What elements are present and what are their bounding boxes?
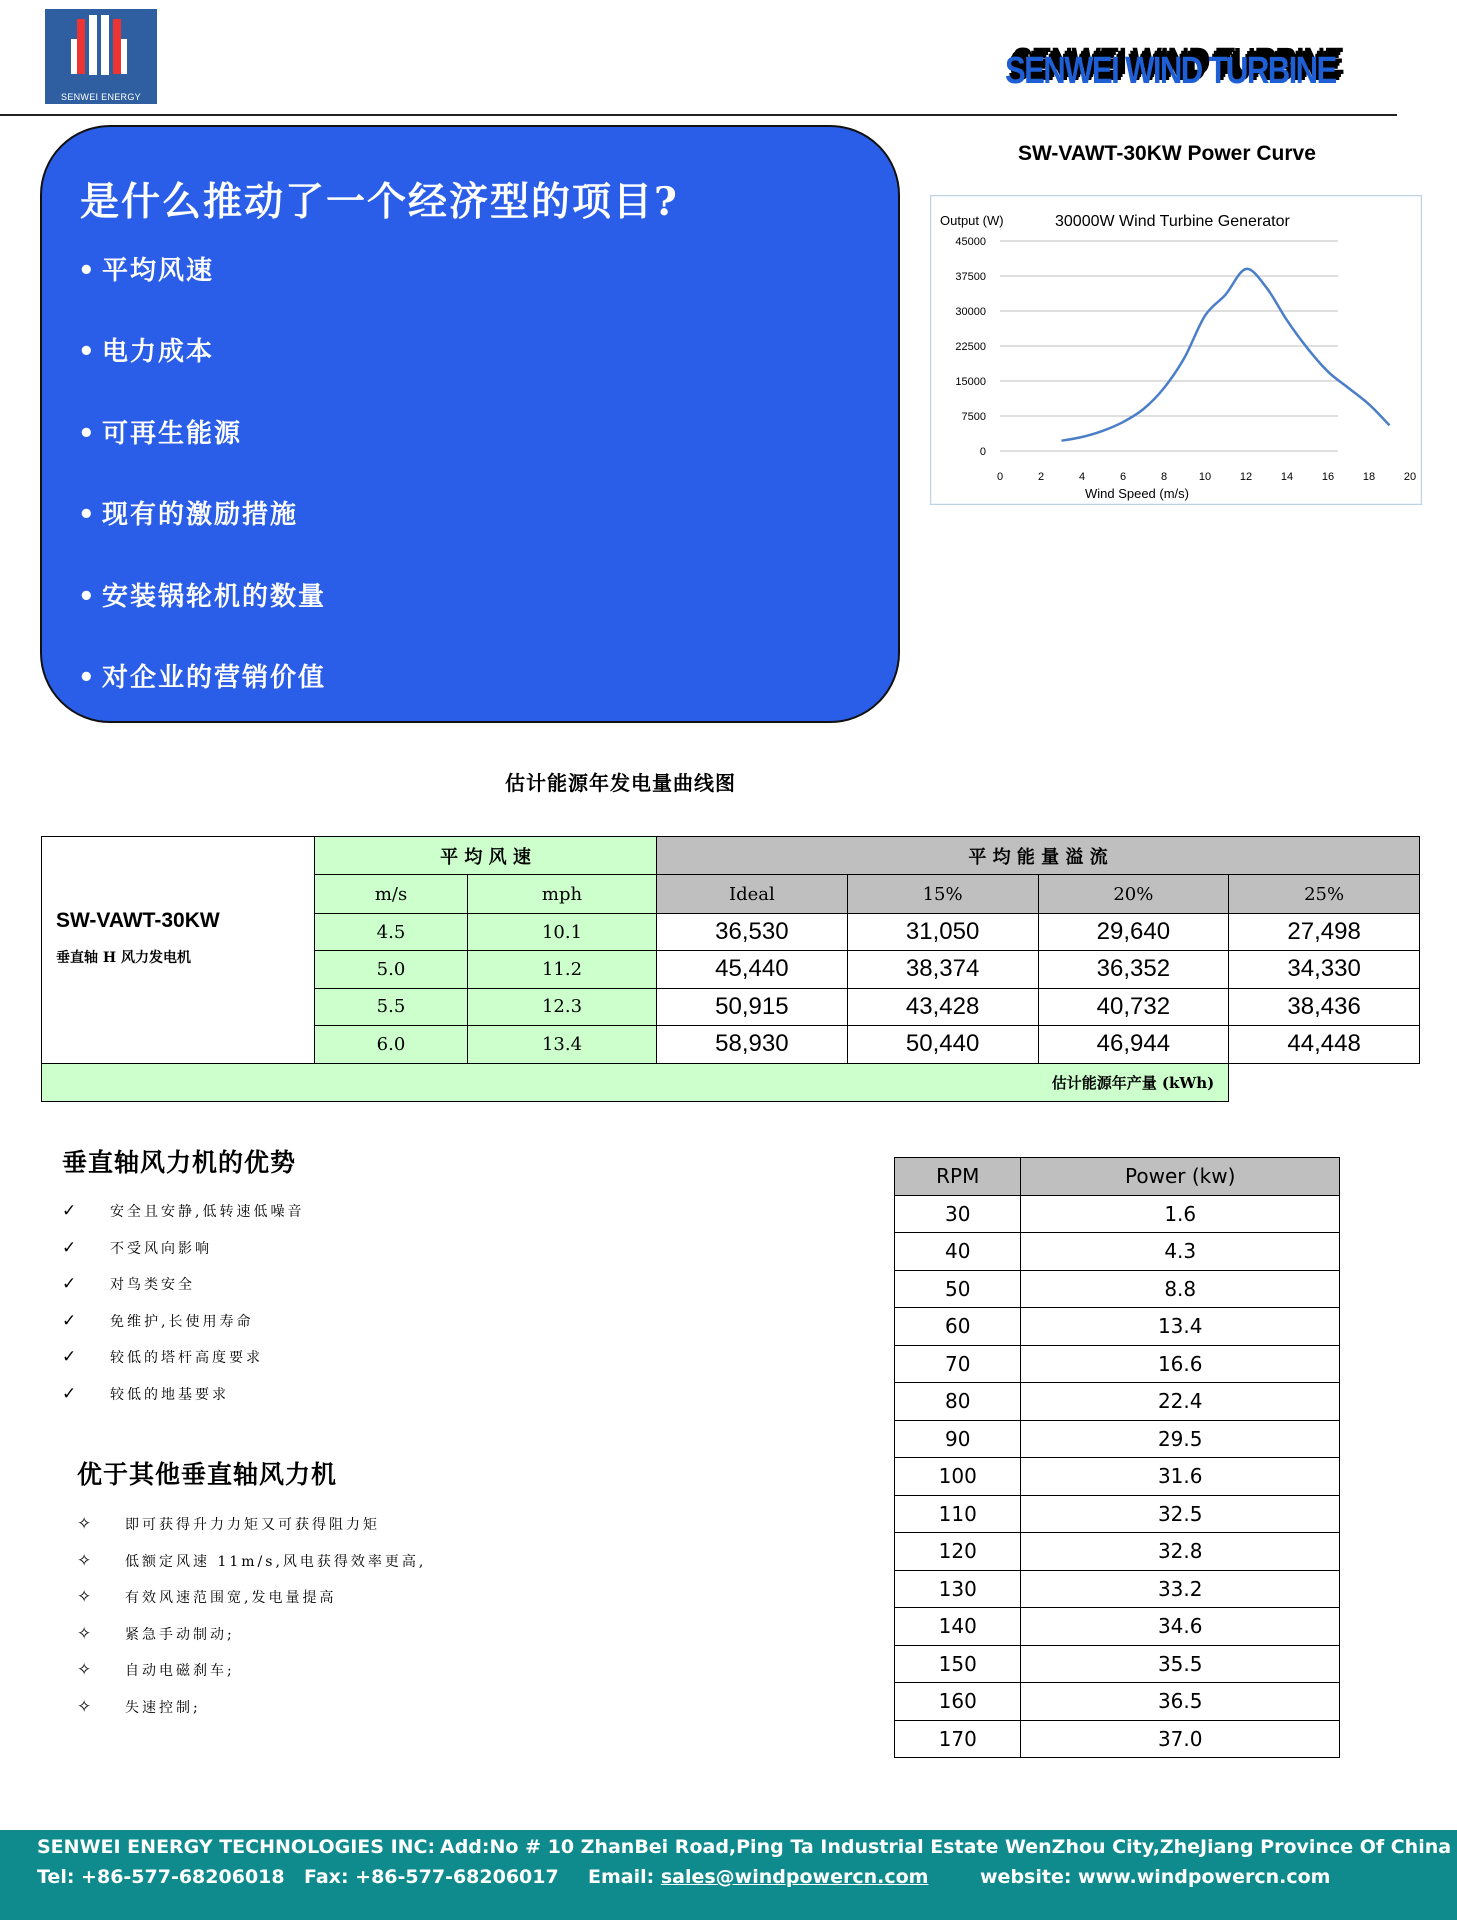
intro-bullet: • 对企业的营销价值 <box>78 663 327 693</box>
table-cell: 58,930 <box>657 1026 848 1063</box>
table-cell: 32.5 <box>1021 1495 1340 1533</box>
table-row <box>895 1270 1340 1308</box>
table-row <box>895 1608 1340 1646</box>
logo-building-icon <box>45 9 157 89</box>
table-cell: 29.5 <box>1021 1420 1340 1458</box>
better-item: ✧ 紧急手动制动; <box>77 1624 235 1644</box>
table-cell: 34.6 <box>1021 1608 1340 1646</box>
table-cell: 10.1 <box>468 913 657 950</box>
star-bullet-icon: ✧ <box>77 1697 95 1717</box>
model-subtitle: 垂直轴 H 风力发电机 <box>56 950 191 966</box>
table-cell: 36,530 <box>657 913 848 950</box>
table-cell: 36.5 <box>1021 1683 1340 1721</box>
model-name: SW-VAWT-30KW <box>56 909 220 932</box>
table-row <box>895 1683 1340 1721</box>
table-cell: 100 <box>895 1458 1021 1496</box>
column-header: 15% <box>847 875 1038 913</box>
table-cell: 38,374 <box>847 951 1038 988</box>
y-tick-label: 22500 <box>955 341 986 353</box>
table-cell: 31,050 <box>847 913 1038 950</box>
brand-wordmark: SENWEI WIND TURBINE <box>1005 50 1336 92</box>
table-cell: 13.4 <box>468 1026 657 1063</box>
email-link[interactable]: sales@windpowercn.com <box>660 1866 929 1888</box>
column-header: Ideal <box>657 875 848 913</box>
table-cell: 150 <box>895 1645 1021 1683</box>
y-tick-label: 30000 <box>955 306 986 318</box>
table-cell: 27,498 <box>1229 913 1420 950</box>
energy-footnote: 估计能源年产量 (kWh) <box>42 1063 1229 1101</box>
x-tick-label: 6 <box>1119 471 1127 483</box>
advantage-item: ✓ 较低的塔杆高度要求 <box>62 1347 263 1367</box>
column-header: RPM <box>895 1158 1021 1196</box>
table-cell: 43,428 <box>847 988 1038 1025</box>
table-cell: 80 <box>895 1383 1021 1421</box>
table-cell: 37.0 <box>1021 1720 1340 1758</box>
table-cell: 1.6 <box>1021 1195 1340 1233</box>
table-row <box>895 1195 1340 1233</box>
table-cell: 30 <box>895 1195 1021 1233</box>
table-header-row <box>895 1158 1340 1196</box>
x-tick-label: 20 <box>1403 471 1417 483</box>
table-cell: 8.8 <box>1021 1270 1340 1308</box>
y-tick-label: 15000 <box>955 376 986 388</box>
better-item: ✧ 低额定风速 11m/s,风电获得效率更高, <box>77 1551 427 1571</box>
table-cell: 44,448 <box>1229 1026 1420 1063</box>
column-header: 25% <box>1229 875 1420 913</box>
star-bullet-icon: ✧ <box>77 1514 95 1534</box>
table-row <box>895 1345 1340 1383</box>
table-cell: 50 <box>895 1270 1021 1308</box>
table-cell: 60 <box>895 1308 1021 1346</box>
table-cell: 6.0 <box>315 1026 468 1063</box>
table-cell: 12.3 <box>468 988 657 1025</box>
column-header: 20% <box>1038 875 1229 913</box>
table-cell: 90 <box>895 1420 1021 1458</box>
x-tick-label: 2 <box>1037 471 1045 483</box>
footer-address: Add:No # 10 ZhanBei Road,Ping Ta Industrial Estate WenZhou City,ZheJiang Province Of China <box>440 1836 1452 1858</box>
avg-wind-header: 平 均 风 速 <box>315 837 657 875</box>
column-header: m/s <box>315 875 468 913</box>
intro-title: 是什么推动了一个经济型的项目? <box>80 179 679 225</box>
check-icon: ✓ <box>62 1384 80 1404</box>
table-cell: 140 <box>895 1608 1021 1646</box>
better-title: 优于其他垂直轴风力机 <box>77 1460 338 1489</box>
table-cell: 29,640 <box>1038 913 1229 950</box>
star-bullet-icon: ✧ <box>77 1587 95 1607</box>
avg-energy-header: 平 均 能 量 溢 流 <box>657 837 1420 875</box>
x-tick-label: 14 <box>1280 471 1294 483</box>
advantage-item: ✓ 免维护,长使用寿命 <box>62 1311 254 1331</box>
star-bullet-icon: ✧ <box>77 1624 95 1644</box>
table-cell: 22.4 <box>1021 1383 1340 1421</box>
x-tick-label: 0 <box>996 471 1004 483</box>
y-tick-label: 7500 <box>961 411 986 423</box>
table-row <box>895 1570 1340 1608</box>
table-cell: 33.2 <box>1021 1570 1340 1608</box>
table-cell: 130 <box>895 1570 1021 1608</box>
table-cell: 4.3 <box>1021 1233 1340 1271</box>
table-cell: 13.4 <box>1021 1308 1340 1346</box>
table-row <box>895 1308 1340 1346</box>
x-tick-label: 4 <box>1078 471 1086 483</box>
intro-bullet: • 安装锅轮机的数量 <box>78 582 327 612</box>
table-cell: 170 <box>895 1720 1021 1758</box>
footer-company: SENWEI ENERGY TECHNOLOGIES INC: <box>37 1836 436 1858</box>
table-row <box>895 1420 1340 1458</box>
table-cell: 120 <box>895 1533 1021 1571</box>
y-axis-label: Output (W) <box>940 213 1004 228</box>
x-tick-label: 16 <box>1321 471 1335 483</box>
table-cell: 50,440 <box>847 1026 1038 1063</box>
star-bullet-icon: ✧ <box>77 1551 95 1571</box>
table-cell: 34,330 <box>1229 951 1420 988</box>
footer-fax: Fax: +86-577-68206017 <box>304 1866 559 1888</box>
table-row <box>895 1495 1340 1533</box>
intro-bullet: • 可再生能源 <box>78 419 243 449</box>
table-cell: 40,732 <box>1038 988 1229 1025</box>
company-logo <box>45 9 157 104</box>
check-icon: ✓ <box>62 1347 80 1367</box>
table-row <box>895 1720 1340 1758</box>
chart-title: 30000W Wind Turbine Generator <box>1055 213 1290 230</box>
table-cell: 160 <box>895 1683 1021 1721</box>
logo-label: SENWEI ENERGY <box>61 92 141 102</box>
table-cell: 46,944 <box>1038 1026 1229 1063</box>
footer-bar <box>0 1830 1457 1920</box>
table-cell: 11.2 <box>468 951 657 988</box>
check-icon: ✓ <box>62 1238 80 1258</box>
table-cell: 38,436 <box>1229 988 1420 1025</box>
rpm-power-table <box>894 1157 1340 1758</box>
table-row <box>895 1645 1340 1683</box>
x-tick-label: 8 <box>1160 471 1168 483</box>
y-tick-label: 37500 <box>955 271 986 283</box>
table-cell: 110 <box>895 1495 1021 1533</box>
table-cell: 70 <box>895 1345 1021 1383</box>
energy-table-title: 估计能源年发电量曲线图 <box>505 771 736 795</box>
header-divider <box>0 114 1397 116</box>
table-cell: 35.5 <box>1021 1645 1340 1683</box>
x-axis-label: Wind Speed (m/s) <box>1084 486 1190 501</box>
table-cell: 5.0 <box>315 951 468 988</box>
table-row <box>895 1233 1340 1271</box>
x-tick-label: 18 <box>1362 471 1376 483</box>
advantage-item: ✓ 安全且安静,低转速低噪音 <box>62 1201 305 1221</box>
power-curve-chart <box>930 195 1422 505</box>
table-row <box>895 1383 1340 1421</box>
x-tick-label: 12 <box>1239 471 1253 483</box>
table-cell: 32.8 <box>1021 1533 1340 1571</box>
table-cell: 5.5 <box>315 988 468 1025</box>
star-bullet-icon: ✧ <box>77 1660 95 1680</box>
check-icon: ✓ <box>62 1274 80 1294</box>
table-cell: 16.6 <box>1021 1345 1340 1383</box>
model-cell <box>42 837 315 1064</box>
table-row <box>895 1458 1340 1496</box>
better-item: ✧ 失速控制; <box>77 1697 201 1717</box>
advantage-item: ✓ 不受风向影响 <box>62 1238 212 1258</box>
table-cell: 4.5 <box>315 913 468 950</box>
table-cell: 36,352 <box>1038 951 1229 988</box>
chart-frame <box>931 196 1422 505</box>
better-item: ✧ 自动电磁刹车; <box>77 1660 235 1680</box>
column-header: Power (kw) <box>1021 1158 1340 1196</box>
table-cell: 31.6 <box>1021 1458 1340 1496</box>
intro-bullet: • 电力成本 <box>78 337 215 367</box>
intro-bullet: • 现有的激励措施 <box>78 500 299 530</box>
table-cell: 40 <box>895 1233 1021 1271</box>
table-cell: 50,915 <box>657 988 848 1025</box>
x-tick-label: 10 <box>1198 471 1212 483</box>
column-header: mph <box>468 875 657 913</box>
energy-table <box>41 836 1420 1102</box>
advantage-item: ✓ 对鸟类安全 <box>62 1274 195 1294</box>
table-cell: 45,440 <box>657 951 848 988</box>
y-tick-label: 45000 <box>955 236 986 248</box>
better-item: ✧ 有效风速范围宽,发电量提高 <box>77 1587 337 1607</box>
intro-bullet: • 平均风速 <box>78 256 215 286</box>
table-row <box>895 1533 1340 1571</box>
check-icon: ✓ <box>62 1201 80 1221</box>
advantage-item: ✓ 较低的地基要求 <box>62 1384 229 1404</box>
footer-website[interactable]: website: www.windpowercn.com <box>980 1866 1331 1888</box>
advantages-title: 垂直轴风力机的优势 <box>62 1148 297 1177</box>
y-tick-label: 0 <box>979 446 986 458</box>
footer-email: Email: sales@windpowercn.com <box>588 1866 929 1888</box>
check-icon: ✓ <box>62 1311 80 1331</box>
power-curve-heading: SW-VAWT-30KW Power Curve <box>1018 142 1316 165</box>
footer-tel: Tel: +86-577-68206018 <box>37 1866 285 1888</box>
better-item: ✧ 即可获得升力力矩又可获得阻力矩 <box>77 1514 380 1534</box>
